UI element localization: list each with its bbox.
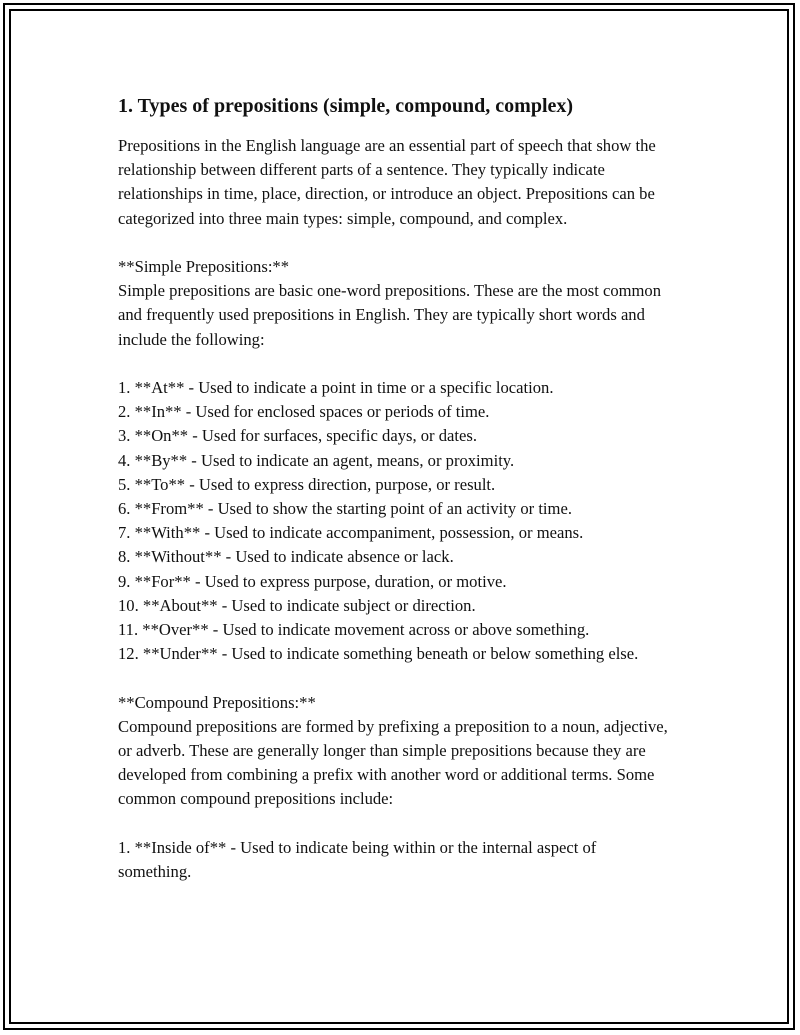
list-item: 1. **Inside of** - Used to indicate being within or the internal aspect of something. bbox=[118, 837, 597, 882]
simple-prepositions-description: Simple prepositions are basic one-word prepositions. These are the most common and frequently used prepositions in English. They are typically short words and include the following: bbox=[118, 281, 662, 349]
list-item: 2. **In** - Used for enclosed spaces or periods of time. bbox=[118, 402, 490, 422]
list-item: 5. **To** - Used to express direction, purpose, or result. bbox=[118, 474, 496, 494]
list-item: 7. **With** - Used to indicate accompaniment, possession, or means. bbox=[118, 523, 584, 543]
simple-prepositions-heading: **Simple Prepositions:** bbox=[118, 257, 290, 276]
spacer bbox=[118, 231, 673, 255]
compound-prepositions-description: Compound prepositions are formed by prefixing a preposition to a noun, adjective, or adverb. These are generally longer than simple prepositions because they are developed from combining a prefix with another word or additional terms. Some common compound prepositions include: bbox=[118, 716, 668, 809]
list-item: 3. **On** - Used for surfaces, specific days, or dates. bbox=[118, 426, 477, 446]
list-item: 10. **About** - Used to indicate subject or direction. bbox=[118, 595, 476, 615]
spacer bbox=[118, 666, 673, 690]
document-body bbox=[118, 93, 673, 884]
section-heading: 1. Types of prepositions (simple, compound, complex) bbox=[118, 95, 574, 117]
spacer bbox=[118, 352, 673, 376]
compound-prepositions-heading: **Compound Prepositions:** bbox=[118, 692, 316, 712]
intro-paragraph: Prepositions in the English language are an essential part of speech that show the relationship between different parts of a sentence. They typically indicate relationships in time, place, direction, or introduce an object. Prepositions can be categorized into three main types: simple, compound, and complex. bbox=[118, 136, 656, 228]
list-item: 4. **By** - Used to indicate an agent, means, or proximity. bbox=[118, 450, 515, 470]
list-item: 9. **For** - Used to express purpose, duration, or motive. bbox=[118, 571, 507, 591]
list-item: 11. **Over** - Used to indicate movement across or above something. bbox=[118, 620, 590, 640]
list-item: 8. **Without** - Used to indicate absence or lack. bbox=[118, 547, 454, 567]
list-item: 6. **From** - Used to show the starting point of an activity or time. bbox=[118, 499, 572, 519]
list-item: 12. **Under** - Used to indicate something beneath or below something else. bbox=[118, 644, 639, 664]
list-item: 1. **At** - Used to indicate a point in time or a specific location. bbox=[118, 378, 554, 397]
spacer bbox=[118, 812, 673, 836]
